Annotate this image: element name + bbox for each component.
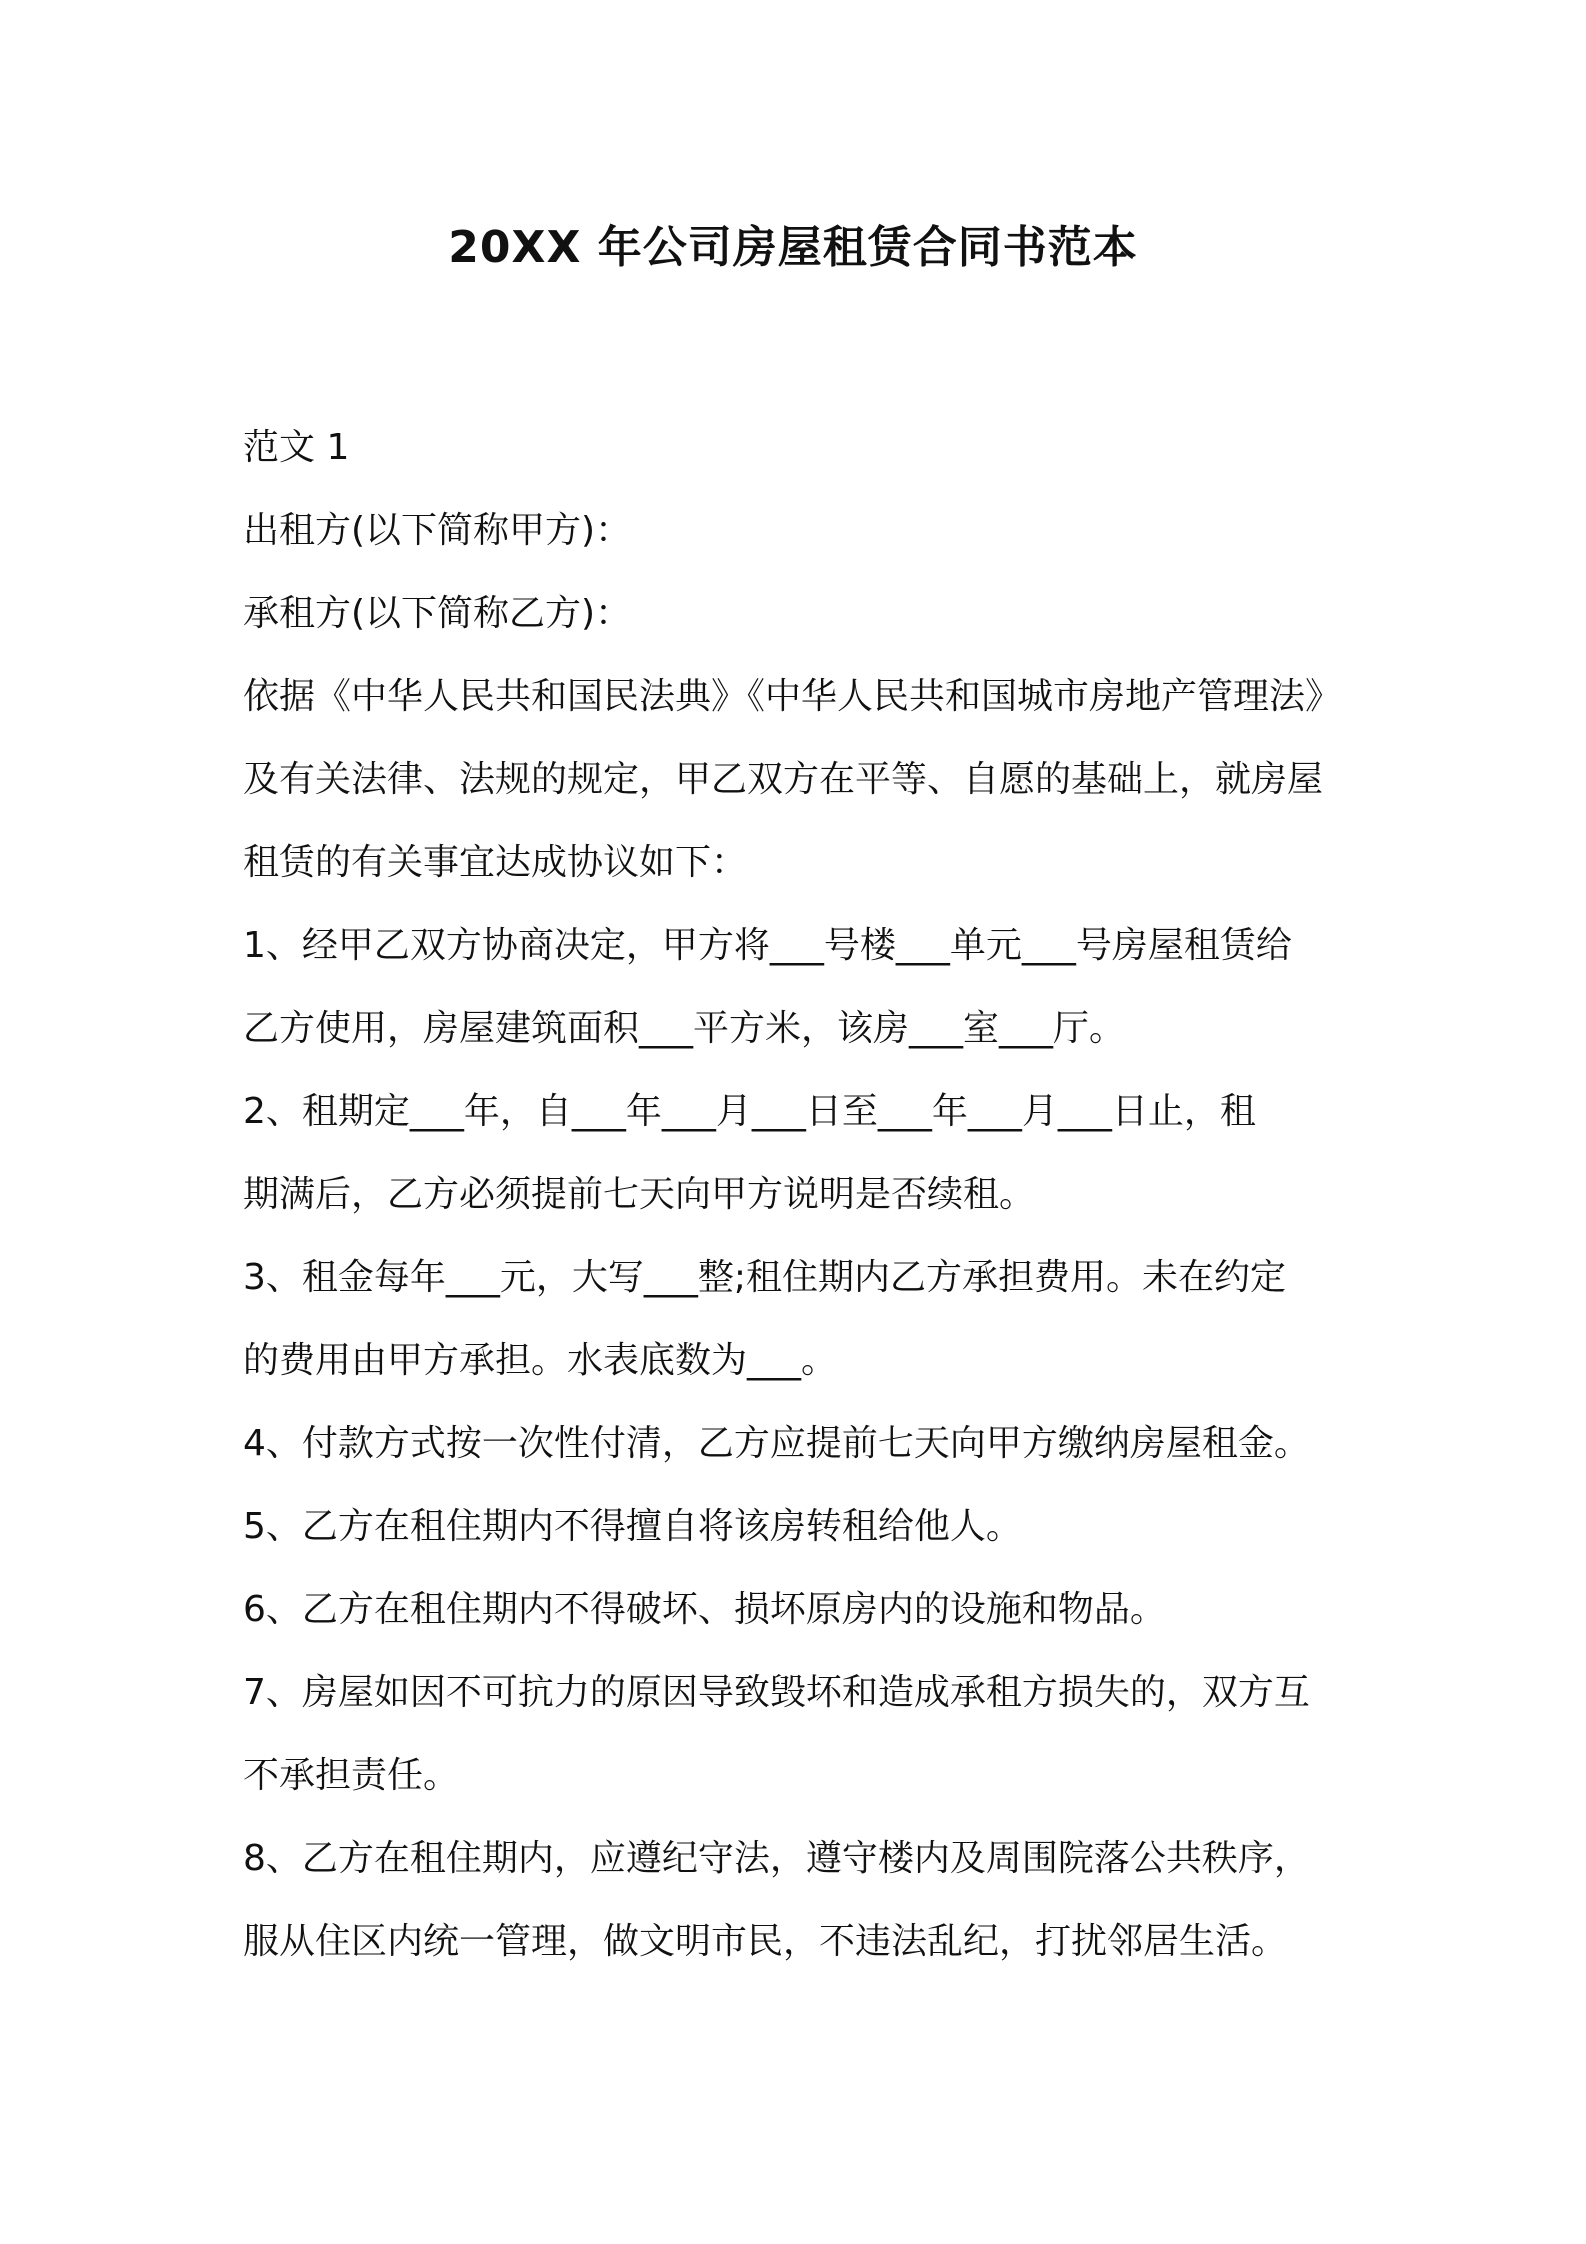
clause-line: 5、乙方在租住期内不得擅自将该房转租给他人。 — [243, 1506, 1022, 1547]
clause-line: 4、付款方式按一次性付清，乙方应提前七天向甲方缴纳房屋租金。 — [243, 1423, 1310, 1464]
preamble-line: 及有关法律、法规的规定，甲乙双方在平等、自愿的基础上，就房屋 — [243, 759, 1324, 800]
clause-6 — [243, 1568, 1363, 1651]
clause-line: 的费用由甲方承担。水表底数为___。 — [243, 1340, 838, 1381]
clause-5 — [243, 1485, 1363, 1568]
clause-7 — [243, 1651, 1363, 1817]
clause-line: 1、经甲乙双方协商决定，甲方将___号楼___单元___号房屋租赁给 — [243, 925, 1292, 966]
clause-4 — [243, 1402, 1363, 1485]
document-title: 20XX 年公司房屋租赁合同书范本 — [448, 222, 1138, 273]
clause-line: 6、乙方在租住期内不得破坏、损坏原房内的设施和物品。 — [243, 1589, 1166, 1630]
preamble-paragraph — [243, 655, 1363, 904]
section-label: 范文 1 — [243, 427, 350, 468]
clause-line: 服从住区内统一管理，做文明市民，不违法乱纪，打扰邻居生活。 — [243, 1921, 1288, 1962]
clause-1 — [243, 904, 1363, 1070]
clause-line: 7、房屋如因不可抗力的原因导致毁坏和造成承租方损失的，双方互 — [243, 1672, 1310, 1713]
clause-3 — [243, 1236, 1363, 1402]
clause-line: 乙方使用，房屋建筑面积___平方米，该房___室___厅。 — [243, 1008, 1126, 1049]
lessee-line: 承租方(以下简称乙方)： — [243, 593, 632, 634]
clause-8 — [243, 1817, 1363, 1983]
document-body — [243, 406, 1363, 1983]
clause-2 — [243, 1070, 1363, 1236]
clause-line: 期满后，乙方必须提前七天向甲方说明是否续租。 — [243, 1174, 1036, 1215]
clause-line: 不承担责任。 — [243, 1755, 460, 1796]
preamble-line: 租赁的有关事宜达成协议如下： — [243, 842, 748, 883]
preamble-line: 依据《中华人民共和国民法典》《中华人民共和国城市房地产管理法》 — [243, 676, 1342, 717]
clause-line: 8、乙方在租住期内，应遵纪守法，遵守楼内及周围院落公共秩序， — [243, 1838, 1310, 1879]
clause-line: 3、租金每年___元，大写___整;租住期内乙方承担费用。未在约定 — [243, 1257, 1287, 1298]
lessor-line: 出租方(以下简称甲方)： — [243, 510, 632, 551]
clause-line: 2、租期定___年，自___年___月___日至___年___月___日止，租 — [243, 1091, 1256, 1132]
